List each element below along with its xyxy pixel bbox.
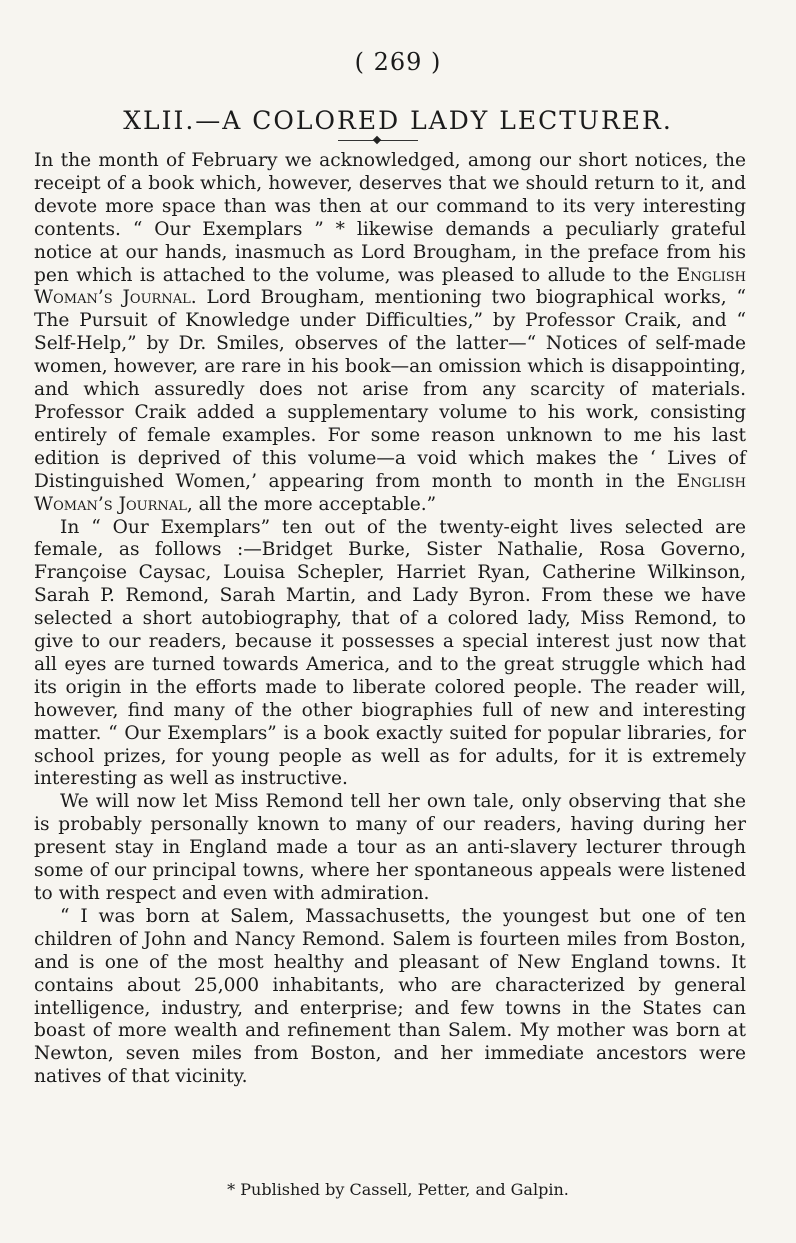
journal-name: English Woman’s Journal (34, 470, 746, 515)
title-rule-ornament (373, 136, 381, 144)
article-body (34, 150, 746, 1089)
paragraph-2: In “ Our Exemplars” ten out of the twenty-eight lives selected are female, as follows :—Bridget Burke, Sister Nathalie, Rosa Governo, Françoise Caysac, Louisa Schepler, Harriet Ryan, Catherine Wilkinson, Sarah P. Remond, Sarah Martin, and Lady Byron. From these we have selected a short autobiography, that of a colored lady, Miss Remond, to give to our readers, because it possesses a special interest just now that all eyes are turned towards America, and to the great struggle which had its origin in the efforts made to liberate colored people. The reader will, however, find many of the other biographies full of new and interesting matter. “ Our Exemplars” is a book exactly suited for popular libraries, for school prizes, for young people as well as for adults, for it is extremely interesting as well as instructive. (34, 516, 746, 790)
article-title: XLII.—A COLORED LADY LECTURER. (123, 106, 673, 135)
paragraph-1: In the month of February we acknowledged, among our short notices, the receipt of a book which, however, deserves that we should return to it, and devote more space than was then at our command to its very interesting contents. “ Our Exemplars ” * likewise demands a peculiarly grateful notice at our hands, inasmuch as Lord Brougham, in the preface from his pen which is attached to the volume, was pleased to allude to the English Woman’s Journal. Lord Brougham, mentioning two biographical works, “ The Pursuit of Knowledge under Difficulties,” by Professor Craik, and “ Self-Help,” by Dr. Smiles, observes of the latter—“ Notices of self-made women, however, are rare in his book—an omission which is disappointing, and which assuredly does not arise from any scarcity of materials. Professor Craik added a supplementary volume to his work, consisting entirely of female examples. For some reason unknown to me his last edition is deprived of this volume—a void which makes the ‘ Lives of Distinguished Women,’ appearing from month to month in the English Woman’s Journal, all the more acceptable.” (34, 150, 746, 515)
paragraph-4: “ I was born at Salem, Massachusetts, the youngest but one of ten children of John and Nancy Remond. Salem is fourteen miles from Boston, and is one of the most healthy and pleasant of New England towns. It contains about 25,000 inhabitants, who are characterized by general intelligence, industry, and enterprise; and few towns in the States can boast of more wealth and refinement than Salem. My mother was born at Newton, seven miles from Boston, and her immediate ancestors were natives of that vicinity. (34, 905, 746, 1088)
footnote: * Published by Cassell, Petter, and Galpin. (227, 1180, 569, 1199)
page-number: ( 269 ) (354, 48, 442, 76)
journal-name: English Woman’s Journal (34, 264, 746, 309)
paragraph-3: We will now let Miss Remond tell her own tale, only observing that she is probably personally known to many of our readers, having during her present stay in England made a tour as an anti-slavery lecturer through some of our principal towns, where her spontaneous appeals were listened to with respect and even with admiration. (34, 791, 746, 904)
